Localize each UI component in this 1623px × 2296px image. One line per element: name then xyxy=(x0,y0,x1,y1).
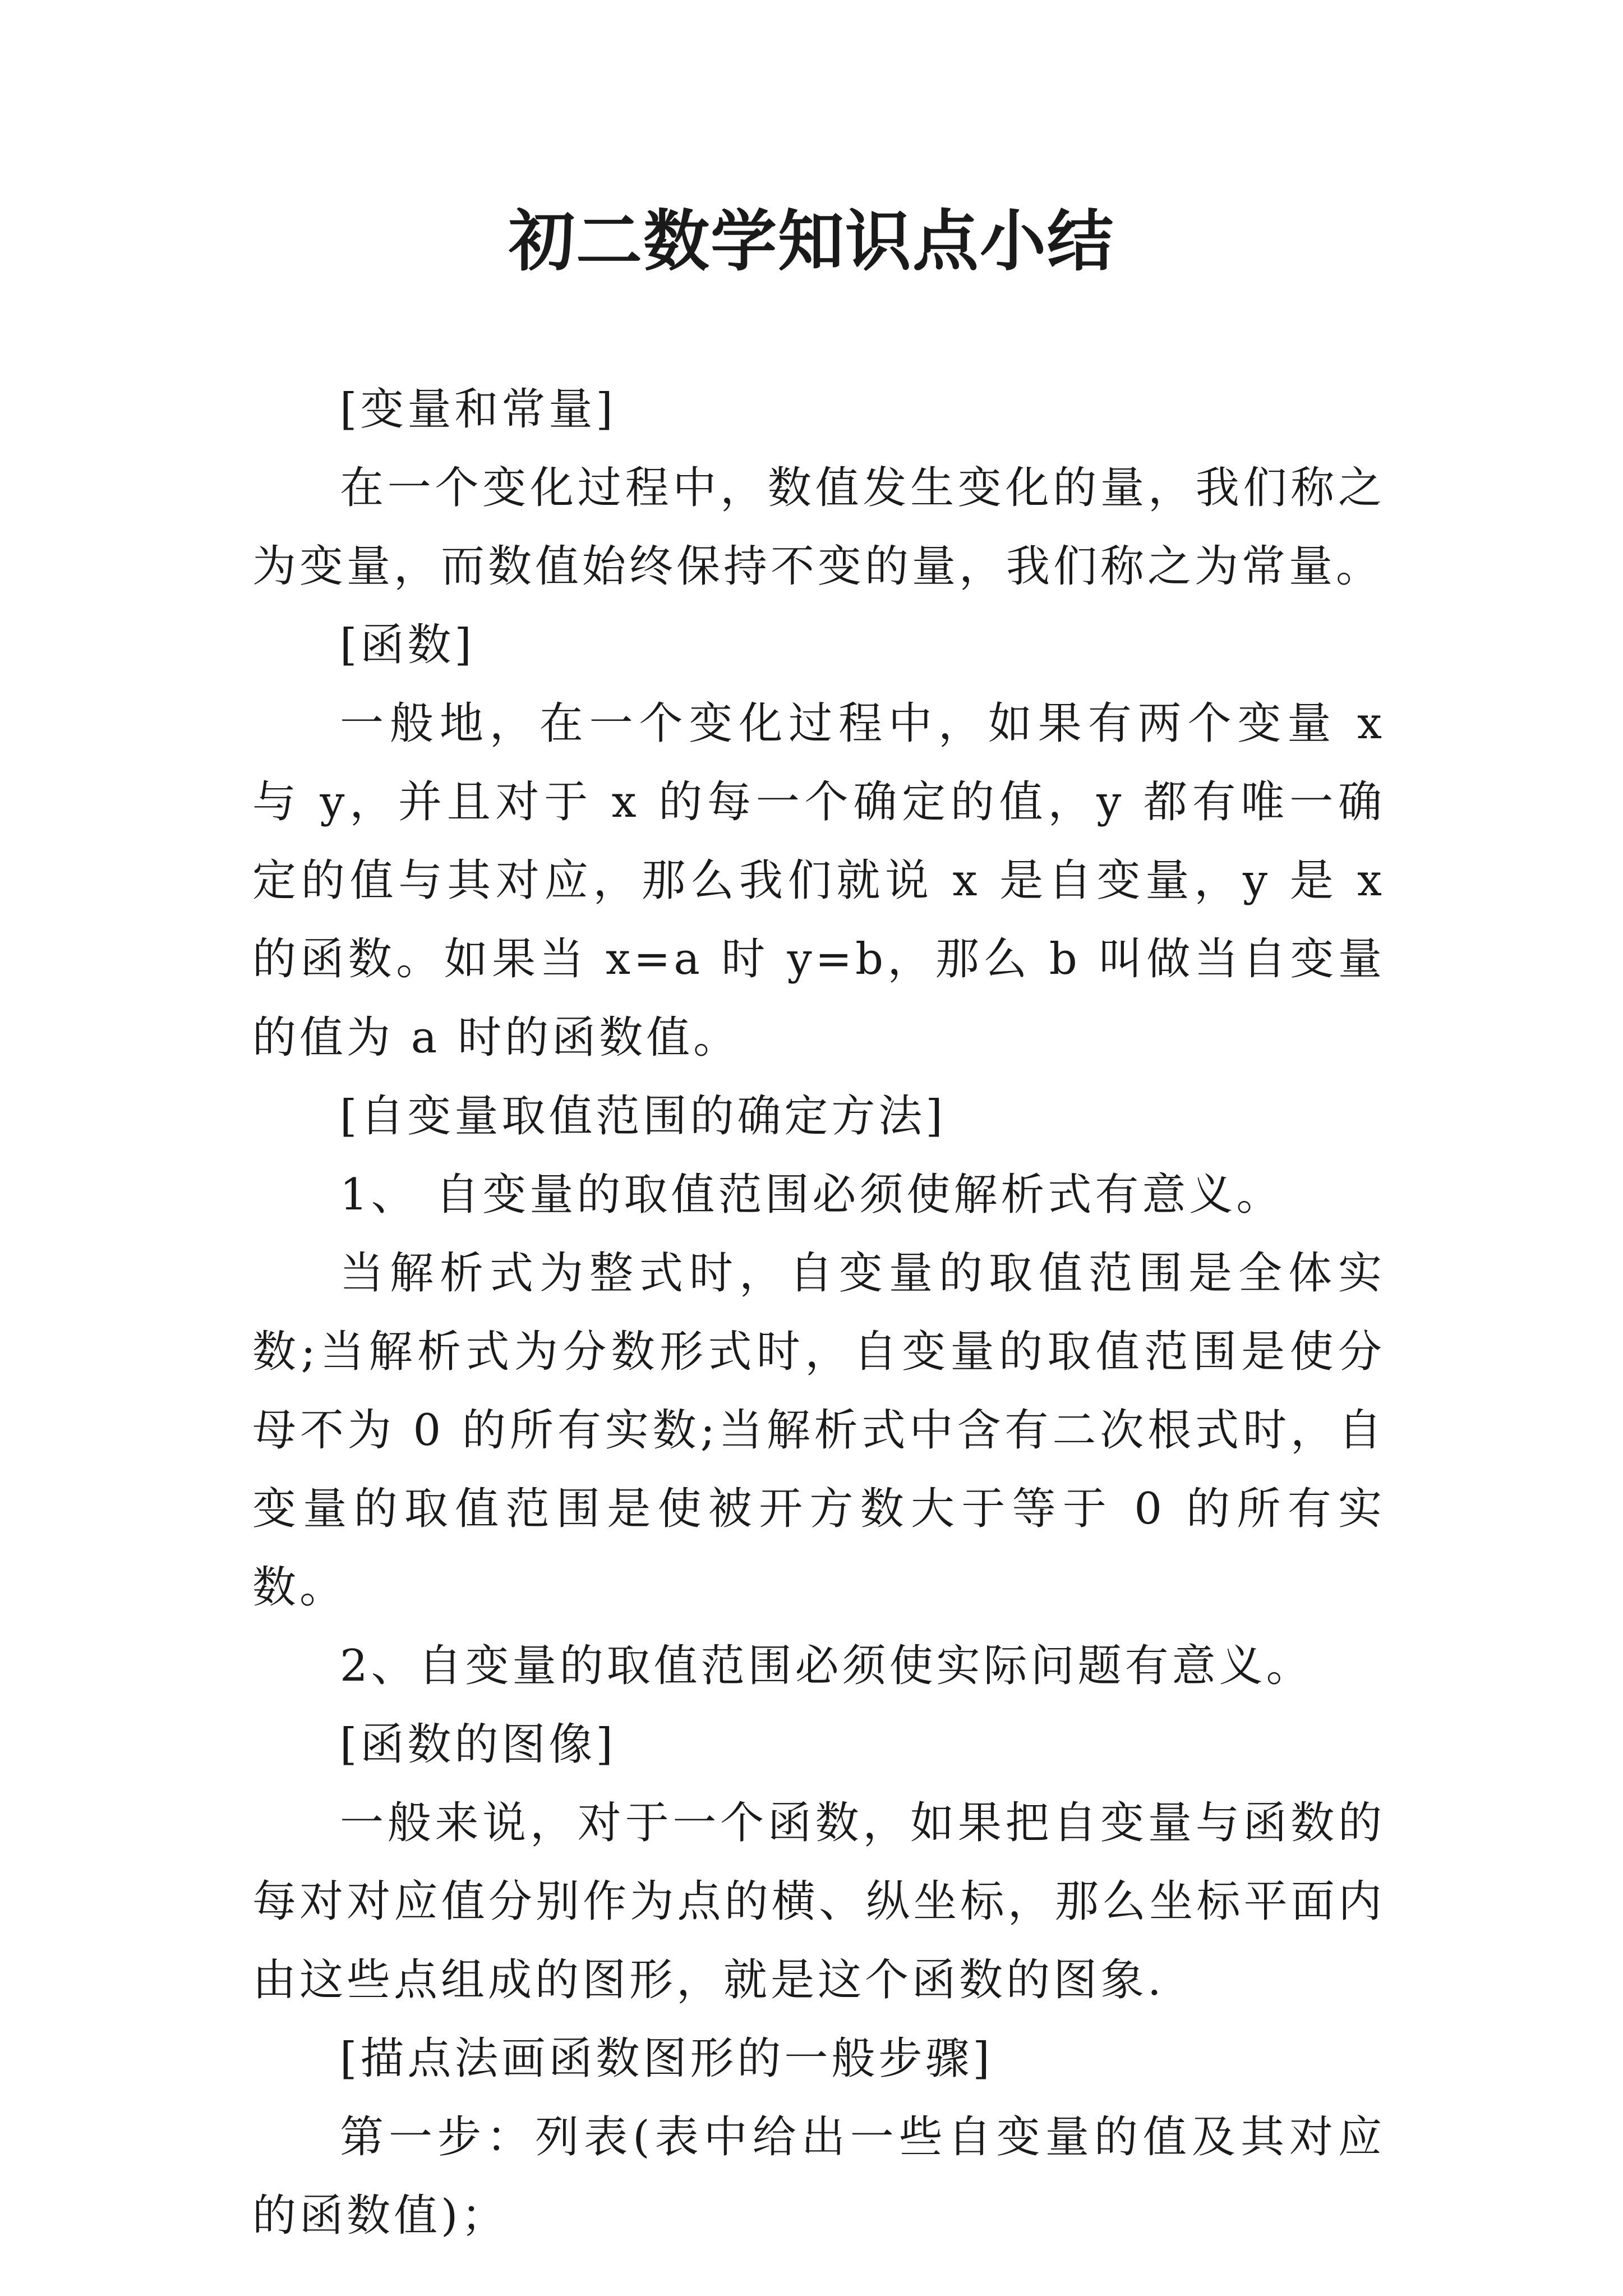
document-body xyxy=(252,370,1385,2255)
paragraph-domain-rule-1: 1、 自变量的取值范围必须使解析式有意义。 xyxy=(340,1170,1284,1220)
document-title: 初二数学知识点小结 xyxy=(508,202,1114,280)
paragraph-function-definition: 一般地，在一个变化过程中，如果有两个变量 x 与 y，并且对于 x 的每一个确定的值，y 都有唯一确定的值与其对应，那么我们就说 x 是自变量，y 是 x 的函数。如果当 x=a 时 y=b，那么 b 叫做当自变量的值为 a 时的函数值。 xyxy=(252,698,1385,1063)
section-heading-plotting-steps: [描点法画函数图形的一般步骤] xyxy=(340,2033,993,2084)
section-heading-variables-constants: [变量和常量] xyxy=(340,384,616,435)
paragraph-domain-rule-2: 2、自变量的取值范围必须使实际问题有意义。 xyxy=(340,1641,1313,1691)
paragraph-variables-constants: 在一个变化过程中，数值发生变化的量，我们称之为变量，而数值始终保持不变的量，我们称之为常量。 xyxy=(252,463,1385,592)
paragraph-plotting-step-1: 第一步：列表(表中给出一些自变量的值及其对应的函数值)； xyxy=(252,2112,1385,2241)
paragraph-domain-details: 当解析式为整式时，自变量的取值范围是全体实数;当解析式为分数形式时，自变量的取值范围是使分母不为 0 的所有实数;当解析式中含有二次根式时，自变量的取值范围是使被开方数大于等于 0 的所有实数。 xyxy=(252,1248,1385,1613)
section-heading-function: [函数] xyxy=(340,620,475,670)
paragraph-function-graph: 一般来说，对于一个函数，如果把自变量与函数的每对对应值分别作为点的横、纵坐标，那么坐标平面内由这些点组成的图形，就是这个函数的图象. xyxy=(252,1798,1385,2005)
section-heading-function-graph: [函数的图像] xyxy=(340,1719,616,1770)
section-heading-domain-methods: [自变量取值范围的确定方法] xyxy=(340,1091,946,1142)
